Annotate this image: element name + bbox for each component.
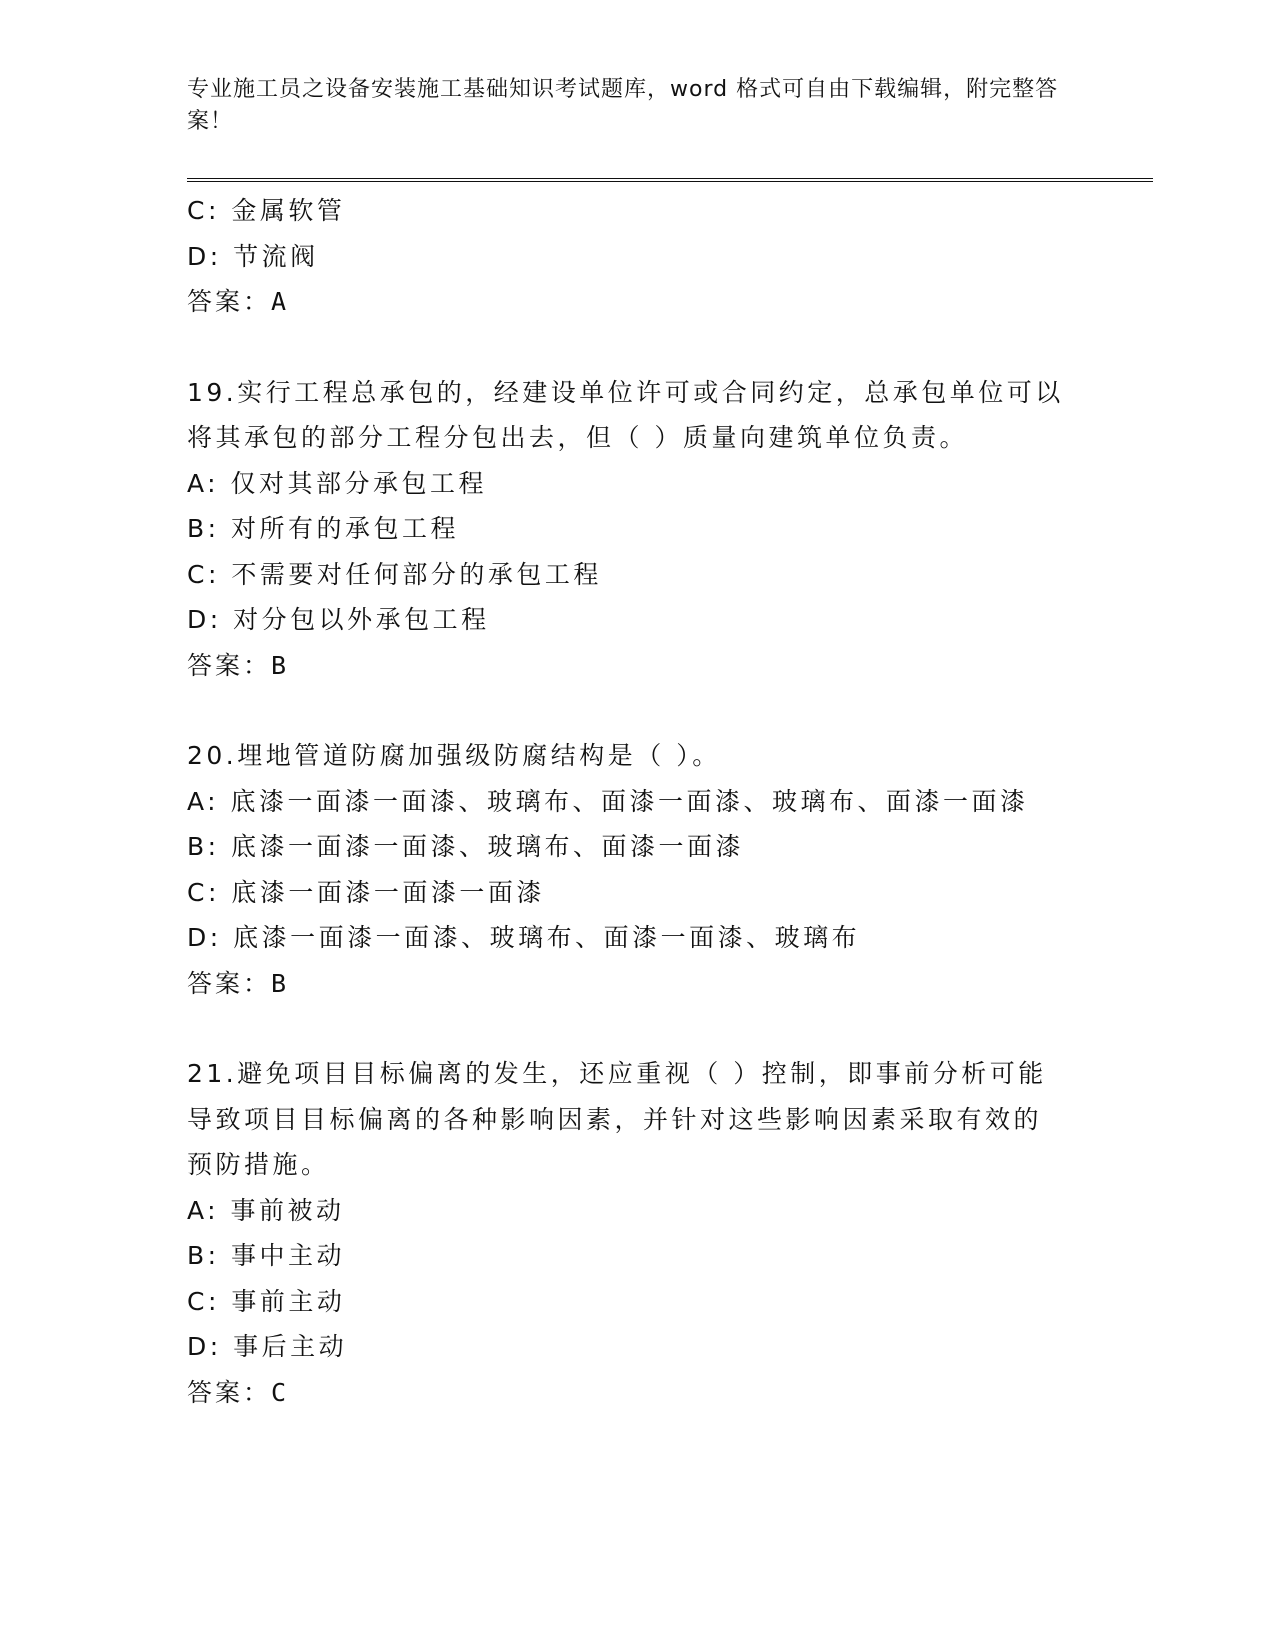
question-stem-line: 19.实行工程总承包的，经建设单位许可或合同约定，总承包单位可以 [187,377,1064,407]
option-a: A: 底漆一面漆一面漆、玻璃布、面漆一面漆、玻璃布、面漆一面漆 [187,786,1029,816]
question-stem-line: 预防措施。 [187,1150,330,1179]
question-21 [187,1051,1087,1415]
option-a: A: 仅对其部分承包工程 [187,468,488,498]
spacer [187,325,1087,370]
option-b: B: 对所有的承包工程 [187,514,460,543]
option-c: C: 不需要对任何部分的承包工程 [187,559,602,589]
spacer [187,1006,1087,1051]
option-d: D: 节流阀 [187,241,319,271]
question-19 [187,370,1087,689]
answer-line [187,961,1087,1007]
answer-label: 答案： [187,1377,272,1407]
option-c: C: 事前主动 [187,1286,346,1316]
option-d: D: 对分包以外承包工程 [187,605,490,634]
question-stem-line: 导致项目目标偏离的各种影响因素，并针对这些影响因素采取有效的 [187,1104,1043,1134]
option-a: A: 事前被动 [187,1195,345,1225]
answer-value: B [271,968,288,998]
answer-line [187,643,1087,689]
question-20 [187,733,1087,1006]
answer-line [187,279,1087,325]
question-stem-line: 20.埋地管道防腐加强级防腐结构是（ ）。 [187,741,721,770]
question-list [187,188,1087,1415]
question-stem-line: 将其承包的部分工程分包出去，但（ ）质量向建筑单位负责。 [187,423,968,452]
option-b: B: 事中主动 [187,1241,346,1270]
option-c: C: 金属软管 [187,196,346,225]
option-d: D: 事后主动 [187,1332,348,1361]
question-stem-line: 21.避免项目目标偏离的发生，还应重视（ ）控制，即事前分析可能 [187,1059,1047,1088]
header-divider [187,178,1153,182]
answer-value: A [271,287,288,316]
answer-line [187,1370,1087,1416]
page-header: 专业施工员之设备安装施工基础知识考试题库，word 格式可自由下载编辑，附完整答案！ [187,77,1059,134]
answer-label: 答案： [187,650,272,680]
spacer [187,688,1087,733]
option-d: D: 底漆一面漆一面漆、玻璃布、面漆一面漆、玻璃布 [187,923,861,952]
option-c: C: 底漆一面漆一面漆一面漆 [187,877,545,907]
answer-label: 答案： [187,287,272,316]
option-b: B: 底漆一面漆一面漆、玻璃布、面漆一面漆 [187,832,745,861]
answer-label: 答案： [187,968,272,998]
answer-value: C [271,1377,288,1407]
question-continued [187,188,1087,325]
answer-value: B [271,650,288,680]
